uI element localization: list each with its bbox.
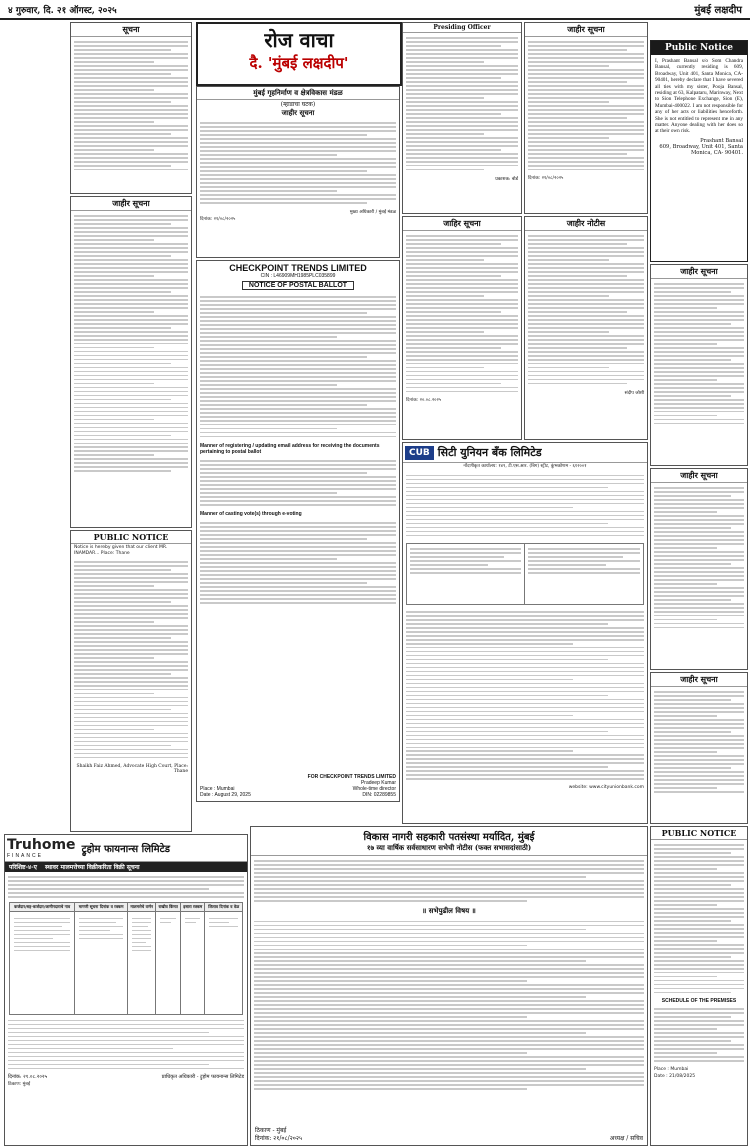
public-notice-sign-addr: 609, Broadway, Unit 401, Santa Monica, CA- 90401. (659, 143, 743, 156)
checkpoint-heading: NOTICE OF POSTAL BALLOT (242, 281, 354, 290)
notice-heading: PUBLIC NOTICE (71, 531, 191, 544)
notice-heading: जाहीर सूचना (651, 265, 747, 279)
truhome-date: दिनांक: २१.०८.२०२५ (8, 1074, 48, 1081)
notice-body (651, 279, 747, 429)
cub-title: सिटी युनियन बँक लिमिटेड (437, 446, 542, 459)
table-header-cell: लिलाव दिनांक व वेळ (205, 903, 243, 912)
issue-date: ४ गुरुवार, दि. २१ ऑगस्ट, २०२५ (8, 6, 117, 16)
table-header-cell: राखीव किंमत (156, 903, 181, 912)
mhada-sign: मुख्य अधिकारी / मुंबई मंडळ (349, 210, 396, 216)
cub-notice (402, 442, 648, 824)
cub-footer: website: www.cityunionbank.com (568, 785, 644, 791)
truhome-sign: प्राधिकृत अधिकारी - ट्रुहोम फायनान्स लिमिटेड (161, 1074, 244, 1081)
notice-place: Place : Mumbai (654, 1066, 689, 1072)
vikas-notice (250, 826, 648, 1146)
cub-table (406, 543, 644, 605)
vikas-sign: अध्यक्ष / सचिव (609, 1135, 643, 1142)
notice-body-2 (651, 1004, 747, 1066)
vikas-agenda: ॥ सभेपुढील विषय ॥ (422, 906, 476, 916)
board-footer: प्रकाशक: बोर्ड (495, 176, 518, 182)
notice-body (525, 37, 647, 175)
notice-body (651, 840, 747, 998)
notice-right-3 (650, 672, 748, 824)
notice-heading: जाहिर सूचना (403, 217, 521, 231)
vikas-agenda-body (251, 916, 647, 1094)
masthead (0, 0, 750, 20)
public-notice-heading: Public Notice (651, 41, 747, 55)
notice-heading: सूचना (71, 23, 191, 37)
notice-body (71, 557, 191, 763)
cub-body (403, 471, 647, 541)
notice-signature: Shaikh Faiz Ahmed, Advocate High Court, Place: Thane (76, 763, 188, 774)
checkpoint-place: Place : Mumbai (200, 786, 235, 792)
truhome-logo-word: Truhome (7, 837, 76, 853)
vikas-body (251, 856, 647, 906)
notice-right-1 (650, 264, 748, 466)
public-notice-col1 (70, 530, 192, 832)
cub-body-2 (403, 607, 647, 785)
checkpoint-notice (196, 260, 400, 802)
notice-body (71, 37, 191, 175)
table-row (10, 912, 243, 1015)
mhada-notice-heading: जाहीर सूचना (281, 108, 315, 117)
truhome-title: ट्रुहोम फायनान्स लिमिटेड (81, 844, 170, 855)
table-header-cell: मागणी सूचना दिनांक व रक्कम (75, 903, 128, 912)
paper-name: मुंबई लक्षदीप (694, 5, 742, 16)
notice-heading: जाहीर सूचना (651, 673, 747, 687)
checkpoint-body-2 (197, 456, 399, 510)
notice-body (71, 211, 191, 476)
notice-heading: जाहीर सूचना (71, 197, 191, 211)
notice-date: दिनांक: २०.०८.२०२५ (406, 397, 442, 403)
truhome-logo-sub: FINANCE (7, 853, 43, 859)
notice-col1-top (70, 22, 192, 194)
notice-text: Notice is hereby given that our client MR. INAMDAR... Place: Thane (74, 545, 168, 556)
notice-body (651, 687, 747, 797)
public-notice-text: I, Prashant Bansal s/o Som Chandra Bansal, currently residing is 609, Broadway, Unit 401, Santa Monica, CA- 90401, hereby declare that I have severed all ties with my sister, Pooja Bansal, residing at 63, Kalpataru, Marinway, Next to Sion Telephone Exchange, Sion (E), Mumbai-400022. I am not responsible for any of her acts or liabilities henceforth. She is not entitled to represent me in any matter. Anyone dealing with her does so at their own risk. (655, 58, 743, 135)
notice-heading: जाहीर नोटीस (525, 217, 647, 231)
mhada-subtitle: (म्हाडाचा घटक) (280, 101, 316, 108)
notice-body (651, 483, 747, 633)
table-header-cell: कर्जदार/सह-कर्जदार/जामीनदाराचे नाव (10, 903, 75, 912)
mhada-notice (196, 86, 400, 258)
table-header-cell: इसारा रक्कम (181, 903, 205, 912)
jahir-notice-right (524, 216, 648, 440)
mhada-title: मुंबई गृहनिर्माण व क्षेत्रविकास मंडळ (197, 87, 399, 100)
notice-body (525, 231, 647, 389)
checkpoint-sign-name: Pradeep Kumar (360, 780, 396, 786)
checkpoint-date: Date : August 29, 2025 (200, 792, 251, 798)
checkpoint-title: CHECKPOINT TRENDS LIMITED (229, 263, 367, 273)
jahir-suchana-col1 (70, 196, 192, 528)
notice-date: दिनांक: २१/०८/२०२५ (528, 175, 564, 181)
cub-address: नोंदणीकृत कार्यालय: १४९, टी.एस.आर. (बिग) स्ट्रीट, कुंभकोणम - ६१२००१ (463, 464, 587, 469)
truhome-table (9, 902, 243, 1015)
vikas-sub: १७ व्या वार्षिक सर्वसाधारण सभेची नोटीस (फक्त सभासदांसाठी) (251, 843, 647, 856)
checkpoint-din: DIN: 02289855 (362, 792, 396, 798)
paper-ad (196, 22, 402, 86)
public-notice-right-lower (650, 826, 748, 1146)
vikas-place: ठिकाण - मुंबई (255, 1127, 287, 1134)
checkpoint-manner-heading: Manner of registering / updating email address for receiving the documents pertaining to postal ballot (200, 442, 380, 455)
notice-signature: संदीप जोशी (624, 390, 644, 396)
checkpoint-sign-co: FOR CHECKPOINT TRENDS LIMITED (307, 774, 396, 780)
public-notice-right (650, 40, 748, 262)
mhada-date: दिनांक: २१/०८/२०२५ (200, 217, 236, 223)
vikas-date: दिनांक: २१/०८/२०२५ (255, 1135, 303, 1142)
truhome-logo (7, 837, 76, 859)
checkpoint-cast-heading: Manner of casting vote(s) through e-voting (200, 511, 302, 518)
truhome-notice (4, 834, 248, 1146)
notice-heading: PUBLIC NOTICE (651, 827, 747, 840)
truhome-heading: स्थावर मालमत्तेच्या विक्रीकरिता विक्री सूचना (44, 864, 140, 871)
notice-mid (402, 216, 522, 440)
notice-right-2 (650, 468, 748, 670)
mhada-body (197, 118, 399, 208)
paper-ad-subtitle: दै. 'मुंबई लक्षदीप' (249, 54, 349, 72)
paper-ad-title: रोज वाचा (264, 28, 334, 52)
truhome-body (5, 872, 247, 902)
truhome-place: ठिकाण: मुंबई (8, 1082, 31, 1088)
truhome-appendix: परिशिष्ट-४-ए (9, 864, 37, 871)
public-notice-sign-name: Prashant Bansal (700, 137, 743, 144)
checkpoint-body (197, 292, 399, 442)
board-heading: Presiding Officer (403, 23, 521, 33)
checkpoint-sign-role: Whole-time director (352, 786, 396, 792)
checkpoint-body-3 (197, 518, 399, 608)
cub-logo: CUB (405, 446, 434, 460)
table-header-row (10, 903, 243, 912)
table-header-cell: मालमत्तेचे वर्णन (128, 903, 156, 912)
checkpoint-footer (200, 774, 396, 798)
vikas-title: विकास नागरी सहकारी पतसंस्था मर्यादित, मुंबई (363, 832, 535, 843)
notice-date: Date : 21/08/2025 (654, 1074, 696, 1080)
schedule-heading: SCHEDULE OF THE PREMISES (661, 997, 737, 1004)
checkpoint-cin: CIN : L46909MH1985PLC035899 (260, 273, 336, 279)
notice-body (403, 231, 521, 397)
notice-heading: जाहीर सूचना (651, 469, 747, 483)
notice-top-right (524, 22, 648, 214)
truhome-body-2 (5, 1015, 247, 1073)
board-notice (402, 22, 522, 214)
board-body (403, 33, 521, 175)
notice-heading: जाहीर सूचना (525, 23, 647, 37)
